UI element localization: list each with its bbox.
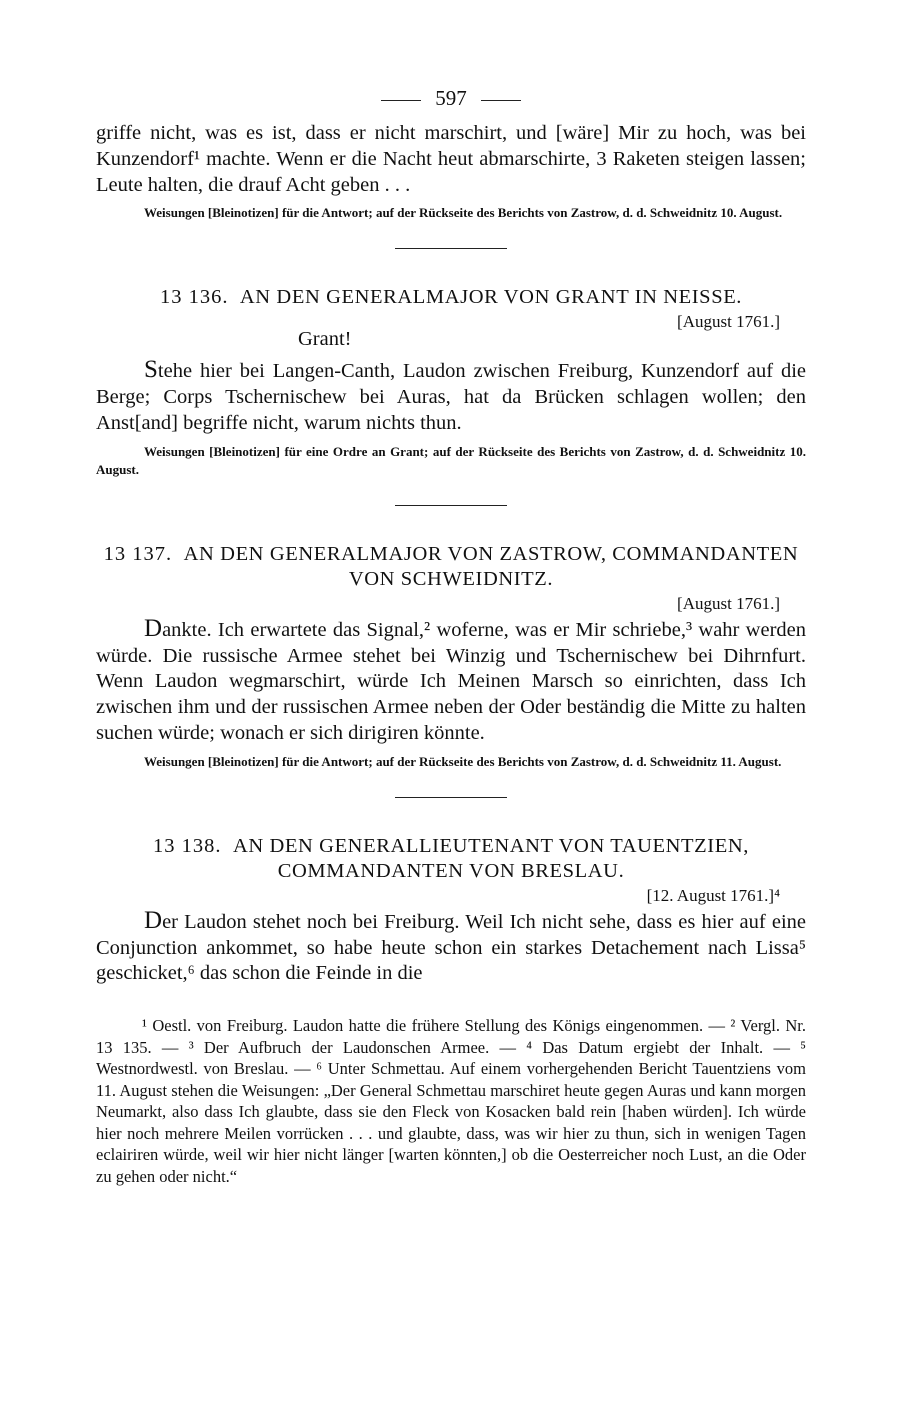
letter-note: Weisungen [Bleinotizen] für die Antwort; auf der Rückseite des Berichts von Zastrow, d. d. Schweidnitz 11. August. [144,753,782,769]
letter-number: 13 137. [103,542,173,565]
header-dash-right [481,100,521,101]
body-text: ankte. Ich erwartete das Signal,² woferne, was er Mir schriebe,³ wahr werden würde. Die russische Armee stehet bei Winzig und Tschernischew bei Dihrnfurt. Wenn Laudon wegmarschirt, würde Ich Meinen Marsch so einrichten, dass Ich zwischen ihm und der russischen Armee neben der Oder beständig die Mitte zu halten suchen würde; wonach er sich dirigiren könnte. [96,618,806,744]
section-divider [395,248,507,249]
letter-heading [96,285,806,310]
body-initial: D [144,614,163,642]
letter-date: [August 1761.] [677,312,780,332]
letter-body [96,357,806,436]
letter-heading [96,834,806,884]
letter-13136 [96,285,806,478]
letter-note: Weisungen [Bleinotizen] für eine Ordre an Grant; auf der Rückseite des Berichts von Zastrow, d. d. Schweidnitz 10. August. [96,443,806,477]
letter-heading [96,542,806,592]
letter-13138 [96,834,806,987]
page-number: 597 [435,86,467,110]
letter-title: AN DEN GENERALLIEUTENANT VON TAUENTZIEN, COMMANDANTEN VON BRESLAU. [232,834,749,882]
continuation-note: Weisungen [Bleinotizen] für die Antwort; auf der Rückseite des Berichts von Zastrow, d. d. Schweidnitz 10. August. [144,205,783,221]
letter-date: [August 1761.] [677,593,780,613]
continuation-text: griffe nicht, was es ist, dass er nicht marschirt, und [wäre] Mir zu hoch, was bei Kunzendorf¹ machte. Wenn er die Nacht heut abmarschirte, 3 Raketen steigen lassen; Leute halten, die drauf Acht geben . . . [96,122,806,196]
footnotes [96,1015,806,1187]
letter-number: 13 136. [159,286,229,309]
body-text: er Laudon stehet noch bei Freiburg. Weil Ich nicht sehe, dass es hier auf eine Conjunction ankommet, so habe heute schon ein starkes Detachement nach Lissa⁵ geschicket,⁶ das schon die Feinde in die [96,910,806,985]
letter-13137 [96,542,806,771]
page [96,86,806,1187]
header-dash-left [381,100,421,101]
letter-date: [12. August 1761.]⁴ [646,885,780,905]
letter-number: 13 138. [153,834,222,857]
section-divider [395,505,507,506]
footnotes-text: ¹ Oestl. von Freiburg. Laudon hatte die frühere Stellung des Königs eingenommen. — ² Vergl. Nr. 13 135. — ³ Der Aufbruch der Laudonschen Armee. — ⁴ Das Datum ergiebt der Inhalt. — ⁵ Westnordwestl. von Breslau. — ⁶ Unter Schmettau. Auf einem vorhergehenden Bericht Tauentziens vom 11. August stehen die Weisungen: „Der General Schmettau marschiret heute gegen Auras und kann morgen Neumarkt, also dass Ich glaubte, dass sie den Fleck von Kosacken bald rein [haben würden]. Ich würde hier noch mehrere Meilen vorrücken . . . und glaubte, dass, was wir hier zu thun, sich in wenigen Tagen eclairiren würde, weil wir hier nicht länger [warten könnten,] ob die Oesterreicher noch Lust, an die Oder zu gehen oder nicht.“ [96,1016,806,1186]
letter-title: AN DEN GENERALMAJOR VON GRANT IN NEISSE. [239,286,743,309]
letter-salutation: Grant! [298,328,352,351]
body-initial: D [144,906,163,934]
letter-title: AN DEN GENERALMAJOR VON ZASTROW, COMMANDANTEN VON SCHWEIDNITZ. [183,542,799,590]
body-initial: S [144,356,158,384]
letter-body [96,908,806,987]
page-header [96,86,806,111]
letter-body [96,616,806,747]
body-text: tehe hier bei Langen-Canth, Laudon zwischen Freiburg, Kunzendorf auf die Berge; Corps Tschernischew bei Auras, hat da Brücken schlagen wollen; den Anst[and] begriffe nicht, warum nichts thun. [96,360,806,434]
section-divider [395,797,507,798]
